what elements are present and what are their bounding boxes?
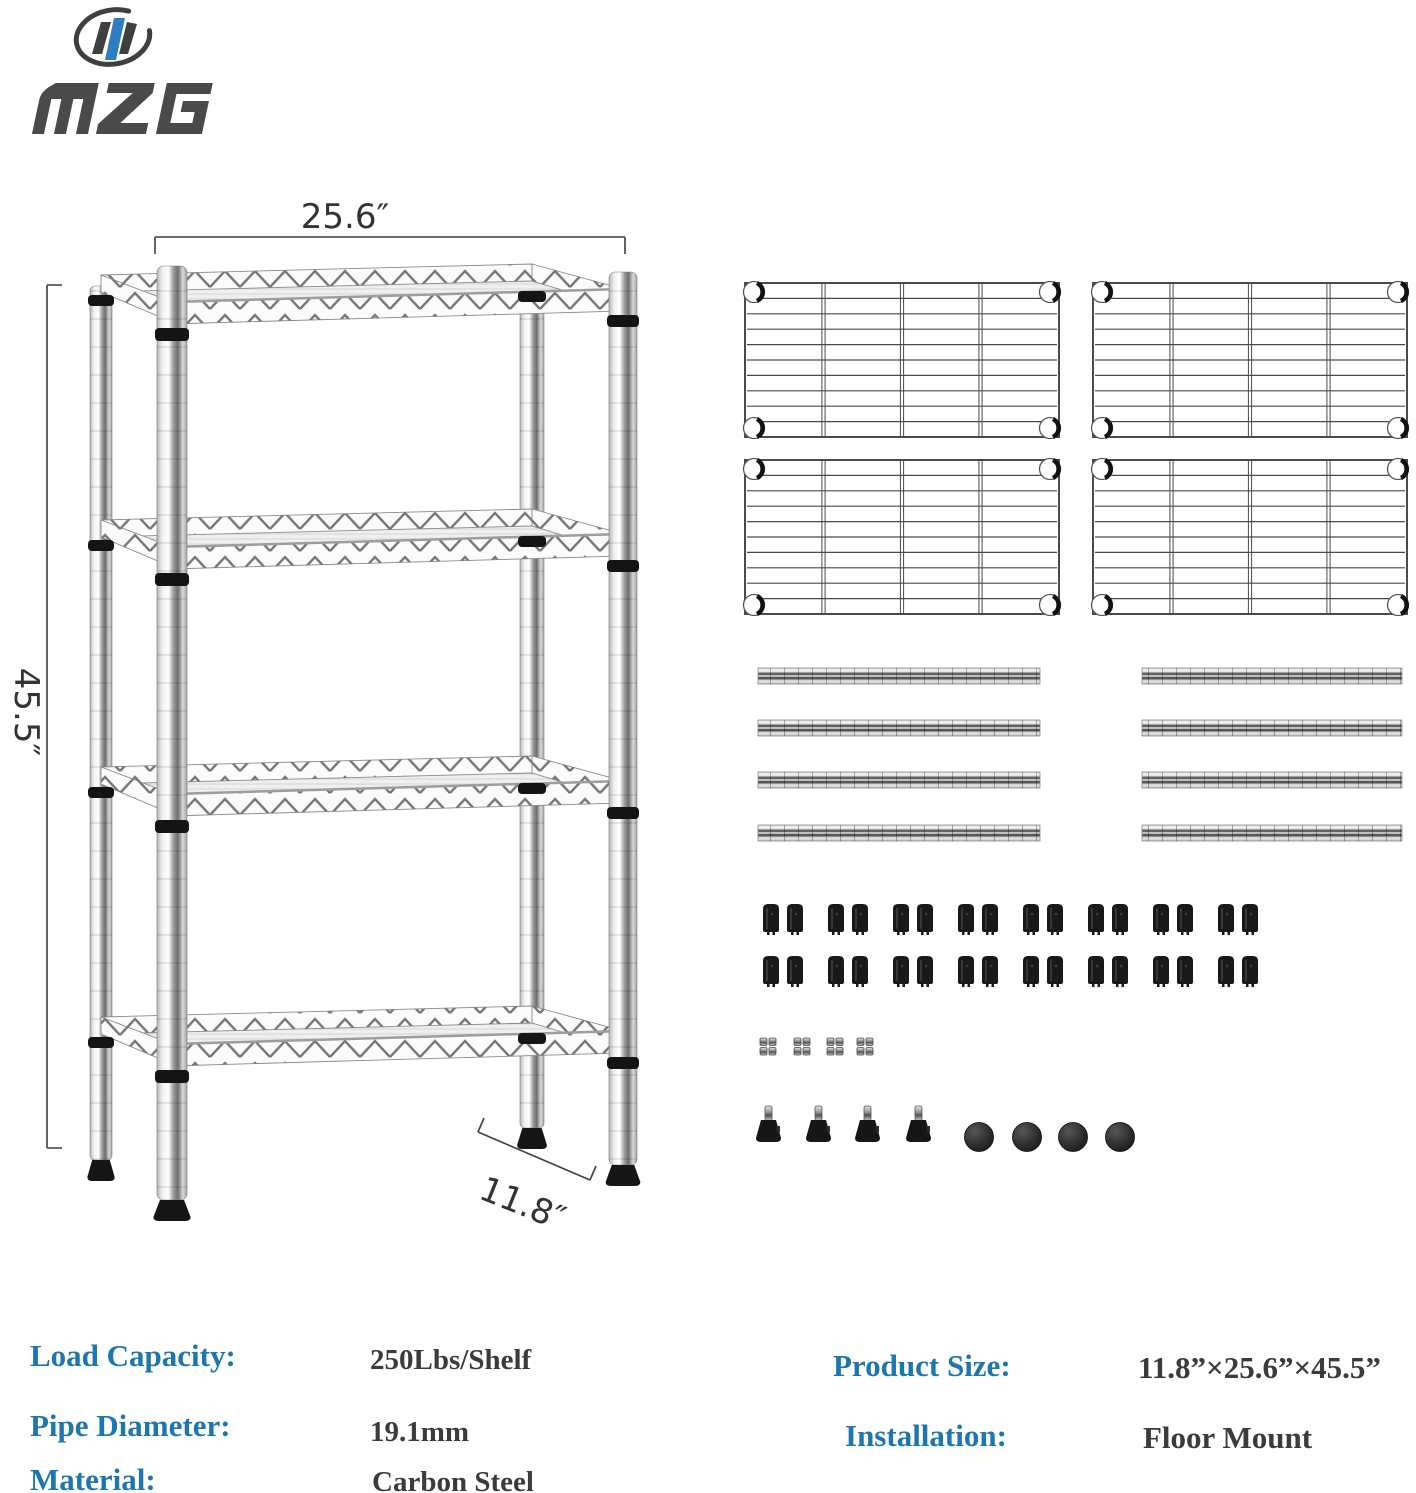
parts-layout xyxy=(744,282,1409,1152)
shelf-grid-panel xyxy=(744,282,1061,439)
rack-post-grooves xyxy=(609,272,637,1165)
pole-grooves xyxy=(758,825,1040,841)
shelf-collar xyxy=(155,573,189,586)
shelf-clip xyxy=(852,956,868,987)
shelf-collar xyxy=(518,783,546,794)
shelf-collar xyxy=(518,1033,546,1044)
spec-row-product-size xyxy=(833,1348,1011,1384)
connector xyxy=(857,1038,873,1055)
rack-post-grooves xyxy=(157,266,187,1200)
shelf-clip xyxy=(1218,904,1234,935)
rack-foot xyxy=(606,1165,641,1186)
shelf-clip xyxy=(787,904,803,935)
shelf-clip xyxy=(958,904,974,935)
parts-diagram xyxy=(700,250,1416,1200)
shelf-grid-panel xyxy=(1092,459,1409,616)
spec-row-installation xyxy=(845,1418,1007,1454)
shelf-collar xyxy=(607,807,639,819)
rack-foot xyxy=(517,1128,547,1149)
shelf-clip xyxy=(1047,956,1063,987)
shelf-clip xyxy=(1088,904,1104,935)
shelf-collar xyxy=(607,1057,639,1069)
spec-value: Carbon Steel xyxy=(372,1466,534,1493)
shelf-clip xyxy=(1218,956,1234,987)
shelf-clip xyxy=(1023,904,1039,935)
brand-logo-text xyxy=(32,83,213,134)
depth-dimension-label: 11.8″ xyxy=(473,1168,571,1240)
spec-label: Pipe Diameter: xyxy=(30,1408,231,1443)
rack-foot xyxy=(153,1200,190,1221)
spec-row-pipe-diameter xyxy=(30,1408,231,1444)
shelf-clip xyxy=(958,956,974,987)
shelf-collar xyxy=(607,560,639,572)
shelf-collar xyxy=(88,787,114,798)
shelf-collar xyxy=(88,540,114,551)
rack-post-grooves xyxy=(520,284,544,1128)
shelf-collar xyxy=(155,328,189,341)
pole-grooves xyxy=(758,668,1040,684)
shelf-clip xyxy=(982,956,998,987)
shelf-clip xyxy=(1112,956,1128,987)
width-dimension-label: 25.6″ xyxy=(300,197,390,237)
height-dimension-label: 45.5″ xyxy=(6,667,46,757)
spec-value-installation xyxy=(1143,1420,1312,1456)
shelf-clip xyxy=(1177,904,1193,935)
connector xyxy=(827,1038,843,1055)
spec-value: 11.8”×25.6”×45.5” xyxy=(1138,1350,1381,1385)
pole-grooves xyxy=(758,772,1040,788)
shelf-clip xyxy=(828,904,844,935)
rack-foot xyxy=(87,1160,114,1181)
spec-value: 19.1mm xyxy=(370,1416,470,1448)
height-dimension-line xyxy=(47,285,62,1148)
shelf-clip xyxy=(763,904,779,935)
connector xyxy=(760,1038,776,1055)
spec-label: Product Size: xyxy=(833,1348,1011,1383)
end-cap xyxy=(965,1123,994,1152)
leveling-foot xyxy=(806,1106,831,1142)
shelf-clip xyxy=(1153,956,1169,987)
pole-grooves xyxy=(758,720,1040,736)
brand-logo xyxy=(28,2,268,152)
shelf-clip xyxy=(828,956,844,987)
shelf-clip xyxy=(982,904,998,935)
shelf-clip xyxy=(763,956,779,987)
shelf-clip xyxy=(917,956,933,987)
shelf-collar xyxy=(88,295,114,306)
spec-label: Installation: xyxy=(845,1418,1007,1453)
pole-grooves xyxy=(1142,668,1402,684)
shelf-clip xyxy=(852,904,868,935)
spec-row-load-capacity xyxy=(30,1338,236,1374)
shelf-clip xyxy=(1047,904,1063,935)
shelf-clip xyxy=(1088,956,1104,987)
end-cap xyxy=(1059,1123,1088,1152)
spec-value-product-size xyxy=(1138,1350,1381,1386)
spec-label: Load Capacity: xyxy=(30,1338,236,1373)
spec-value-load-capacity xyxy=(370,1344,531,1377)
shelf-collar xyxy=(155,1070,189,1083)
spec-value-pipe-diameter xyxy=(370,1416,469,1449)
shelf-collar xyxy=(518,536,546,547)
spec-row-material xyxy=(30,1462,156,1493)
pole-grooves xyxy=(1142,772,1402,788)
leveling-foot xyxy=(756,1106,781,1142)
spec-label: Material: xyxy=(30,1462,156,1493)
shelf-collar xyxy=(518,291,546,302)
shelf-grid-panel xyxy=(744,459,1061,616)
shelf-clip xyxy=(787,956,803,987)
brand-logo-icon xyxy=(72,4,154,70)
shelf-clip xyxy=(893,956,909,987)
pole-grooves xyxy=(1142,825,1402,841)
shelf-clip xyxy=(1023,956,1039,987)
shelf-clip xyxy=(1112,904,1128,935)
spec-value-material xyxy=(372,1466,534,1493)
shelf-collar xyxy=(607,315,639,327)
leveling-foot xyxy=(855,1106,880,1142)
width-dimension-line xyxy=(155,237,625,254)
shelf-clip xyxy=(1242,956,1258,987)
pole-grooves xyxy=(1142,720,1402,736)
shelf-collar xyxy=(88,1037,114,1048)
leveling-foot xyxy=(906,1106,931,1142)
spec-value: 250Lbs/Shelf xyxy=(370,1344,532,1376)
shelf-clip xyxy=(1242,904,1258,935)
shelf-grid-panel xyxy=(1092,282,1409,439)
end-cap xyxy=(1013,1123,1042,1152)
spec-value: Floor Mount xyxy=(1143,1420,1313,1455)
end-cap xyxy=(1106,1123,1135,1152)
shelf-clip xyxy=(1177,956,1193,987)
rack-diagram xyxy=(0,180,680,1250)
wire-shelving-unit xyxy=(87,264,640,1221)
shelf-clip xyxy=(917,904,933,935)
connector xyxy=(794,1038,810,1055)
shelf-clip xyxy=(1153,904,1169,935)
shelf-clip xyxy=(893,904,909,935)
shelf-collar xyxy=(155,820,189,833)
